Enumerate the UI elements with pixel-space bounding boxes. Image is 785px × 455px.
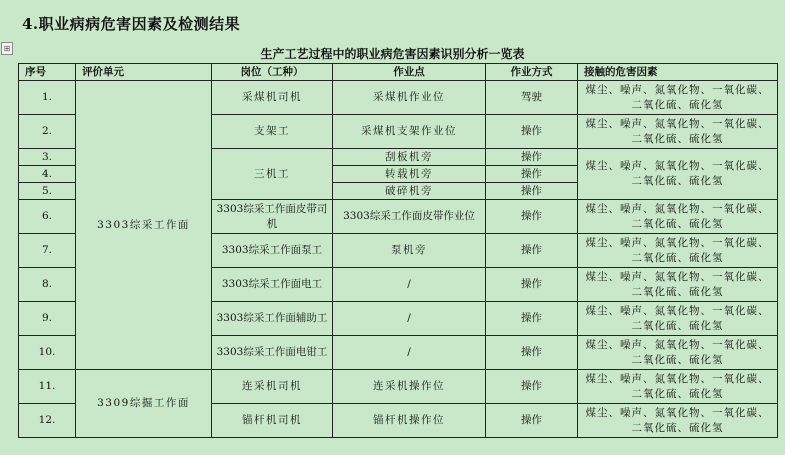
column-header-point: 作业点 xyxy=(333,64,486,81)
cell-no: 6. xyxy=(19,200,76,234)
cell-mode: 操作 xyxy=(486,268,578,302)
hazard-line-2: 二氧化硫、硫化氢 xyxy=(631,251,724,264)
cell-point: 采煤机作业位 xyxy=(333,81,486,115)
cell-post: 锚杆机司机 xyxy=(212,404,333,438)
cell-point: 锚杆机操作位 xyxy=(333,404,486,438)
cell-mode: 操作 xyxy=(486,302,578,336)
hazard-line-2: 二氧化硫、硫化氢 xyxy=(631,421,724,434)
cell-unit-3303: 3303综采工作面 xyxy=(76,81,212,370)
cell-point: 采煤机支架作业位 xyxy=(333,115,486,149)
column-header-hazard: 接触的危害因素 xyxy=(578,64,778,81)
cell-mode: 操作 xyxy=(486,336,578,370)
cell-post: 3303综采工作面皮带司机 xyxy=(212,200,333,234)
cell-hazard xyxy=(578,81,778,115)
cell-post: 采煤机司机 xyxy=(212,81,333,115)
hazard-line-1: 煤尘、噪声、氮氧化物、一氧化碳、 xyxy=(585,236,770,249)
cell-no: 4. xyxy=(19,166,76,183)
hazard-line-1: 煤尘、噪声、氮氧化物、一氧化碳、 xyxy=(585,338,770,351)
cell-mode: 操作 xyxy=(486,370,578,404)
cell-no: 12. xyxy=(19,404,76,438)
hazard-line-1: 煤尘、噪声、氮氧化物、一氧化碳、 xyxy=(585,160,770,172)
cell-hazard xyxy=(578,336,778,370)
hazard-line-1: 煤尘、噪声、氮氧化物、一氧化碳、 xyxy=(585,304,770,317)
hazard-line-1: 煤尘、噪声、氮氧化物、一氧化碳、 xyxy=(585,202,770,215)
column-header-mode: 作业方式 xyxy=(486,64,578,81)
cell-hazard xyxy=(578,302,778,336)
cell-no: 2. xyxy=(19,115,76,149)
cell-post: 3303综采工作面电钳工 xyxy=(212,336,333,370)
column-header-post: 岗位（工种） xyxy=(212,64,333,81)
cell-point: 破碎机旁 xyxy=(333,183,486,200)
table-header-row xyxy=(19,64,778,81)
hazard-line-2: 二氧化硫、硫化氢 xyxy=(631,353,724,366)
cell-point: 3303综采工作面皮带作业位 xyxy=(333,200,486,234)
hazard-line-2: 二氧化硫、硫化氢 xyxy=(631,319,724,332)
cell-no: 1. xyxy=(19,81,76,115)
cell-point: 泵机旁 xyxy=(333,234,486,268)
cell-no: 9. xyxy=(19,302,76,336)
cell-mode: 操作 xyxy=(486,166,578,183)
cell-post: 3303综采工作面电工 xyxy=(212,268,333,302)
hazard-line-2: 二氧化硫、硫化氢 xyxy=(631,98,724,111)
cell-mode: 操作 xyxy=(486,200,578,234)
cell-post: 连采机司机 xyxy=(212,370,333,404)
cell-hazard xyxy=(578,149,778,200)
cell-no: 7. xyxy=(19,234,76,268)
hazard-line-2: 二氧化硫、硫化氢 xyxy=(631,285,724,298)
cell-point: 刮板机旁 xyxy=(333,149,486,166)
hazard-line-2: 二氧化硫、硫化氢 xyxy=(631,387,724,400)
cell-hazard xyxy=(578,200,778,234)
cell-no: 10. xyxy=(19,336,76,370)
cell-no: 8. xyxy=(19,268,76,302)
hazard-line-1: 煤尘、噪声、氮氧化物、一氧化碳、 xyxy=(585,117,770,130)
cell-hazard xyxy=(578,115,778,149)
hazard-line-2: 二氧化硫、硫化氢 xyxy=(631,175,724,187)
table-title: 生产工艺过程中的职业病危害因素识别分析一览表 xyxy=(260,47,525,61)
hazard-table xyxy=(18,63,778,438)
cell-point: / xyxy=(333,268,486,302)
hazard-line-1: 煤尘、噪声、氮氧化物、一氧化碳、 xyxy=(585,406,770,419)
cell-mode: 操作 xyxy=(486,234,578,268)
cell-mode: 驾驶 xyxy=(486,81,578,115)
section-heading: 4.职业病病危害因素及检测结果 xyxy=(22,15,241,33)
column-header-no: 序号 xyxy=(19,64,76,81)
cell-mode: 操作 xyxy=(486,149,578,166)
cell-point: 转载机旁 xyxy=(333,166,486,183)
table-anchor-icon[interactable]: ⊞ xyxy=(1,42,13,55)
column-header-unit: 评价单元 xyxy=(76,64,212,81)
hazard-line-1: 煤尘、噪声、氮氧化物、一氧化碳、 xyxy=(585,83,770,96)
cell-hazard xyxy=(578,268,778,302)
cell-unit-3309: 3309综掘工作面 xyxy=(76,370,212,438)
hazard-line-2: 二氧化硫、硫化氢 xyxy=(631,132,724,145)
cell-post: 3303综采工作面泵工 xyxy=(212,234,333,268)
hazard-line-1: 煤尘、噪声、氮氧化物、一氧化碳、 xyxy=(585,270,770,283)
cell-no: 5. xyxy=(19,183,76,200)
cell-post: 三机工 xyxy=(212,149,333,200)
cell-hazard xyxy=(578,234,778,268)
cell-no: 3. xyxy=(19,149,76,166)
table-row xyxy=(19,81,778,115)
cell-mode: 操作 xyxy=(486,115,578,149)
cell-mode: 操作 xyxy=(486,183,578,200)
hazard-line-2: 二氧化硫、硫化氢 xyxy=(631,217,724,230)
hazard-line-1: 煤尘、噪声、氮氧化物、一氧化碳、 xyxy=(585,372,770,385)
cell-post: 支架工 xyxy=(212,115,333,149)
cell-point: / xyxy=(333,302,486,336)
cell-hazard xyxy=(578,370,778,404)
cell-hazard xyxy=(578,404,778,438)
table-row xyxy=(19,370,778,404)
cell-point: / xyxy=(333,336,486,370)
cell-no: 11. xyxy=(19,370,76,404)
cell-post: 3303综采工作面辅助工 xyxy=(212,302,333,336)
cell-point: 连采机操作位 xyxy=(333,370,486,404)
cell-mode: 操作 xyxy=(486,404,578,438)
